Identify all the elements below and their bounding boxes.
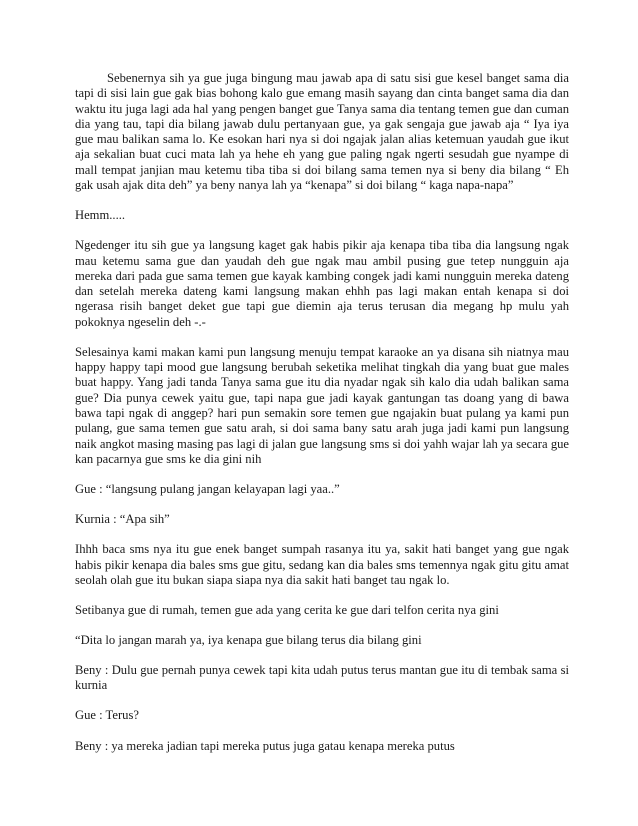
paragraph-dialog-beny-1: Beny : Dulu gue pernah punya cewek tapi kita udah putus terus mantan gue itu di tembak sama si kurnia	[75, 663, 569, 693]
paragraph-hemm: Hemm.....	[75, 208, 126, 223]
paragraph-dialog-beny-2: Beny : ya mereka jadian tapi mereka putus juga gatau kenapa mereka putus	[75, 738, 455, 753]
paragraph-ngedenger: Ngedenger itu sih gue ya langsung kaget gak habis pikir aja kenapa tiba tiba dia langsung ngak mau ketemu sama gue dan yaudah deh gue ngak mau ambil pusing gue tetep nungguin aja mereka dari pada gue sama temen gue kayak kambing congek jadi kami nungguin mereka dateng dan setelah mereka dateng kami langsung makan ehhh pas lagi makan entah kenapa si doi ngerasa risih banget deket gue tapi gue diemin aja terus terusan dia megang hp mulu yah pokoknya ngeselin deh -.-	[75, 238, 569, 329]
paragraph-dialog-gue-terus: Gue : Terus?	[75, 708, 139, 723]
paragraph-dita-quote: “Dita lo jangan marah ya, iya kenapa gue bilang terus dia bilang gini	[75, 632, 422, 647]
paragraph-setibanya: Setibanya gue di rumah, temen gue ada yang cerita ke gue dari telfon cerita nya gini	[75, 602, 499, 617]
paragraph-ihhh: Ihhh baca sms nya itu gue enek banget sumpah rasanya itu ya, sakit hati banget yang gue ngak habis pikir kenapa dia bales sms gue gitu, sedang kan dia bales sms temennya ngak gitu gitu amat seolah olah gue itu bukan siapa siapa nya dia sakit hati banget tau ngak lo.	[75, 542, 569, 587]
paragraph-selesainya: Selesainya kami makan kami pun langsung menuju tempat karaoke an ya disana sih niatnya mau happy happy tapi mood gue langsung berubah seketika melihat tingkah dia yang buat gue males buat happy. Yang jadi tanda Tanya sama gue itu dia nyadar ngak sih kalo dia udah balikan sama gue? Dia punya cewek yaitu gue, tapi napa gue jadi kayak gantungan tas doang yang di bawa bawa tapi ngak di anggep? hari pun semakin sore temen gue ngajakin buat pulang ya kami pun pulang, gue sama temen gue satu arah, si doi sama bany satu arah juga jadi kami pun langsung naik angkot masing masing pas lagi di jalan gue langsung sms si doi yahh wajar lah ya secara gue kan pacarnya gue sms ke dia gini nih	[75, 344, 569, 466]
paragraph-dialog-gue: Gue : “langsung pulang jangan kelayapan lagi yaa..”	[75, 482, 340, 497]
document-body	[75, 71, 569, 769]
paragraph-dialog-kurnia: Kurnia : “Apa sih”	[75, 512, 170, 527]
paragraph-intro: Sebenernya sih ya gue juga bingung mau jawab apa di satu sisi gue kesel banget sama dia tapi di sisi lain gue gak bias bohong kalo gue emang masih sayang dan cinta banget sama dia dan waktu itu juga lagi ada hal yang pengen banget gue Tanya sama dia tentang temen gue dan cuman dia yang tau, tapi dia bilang jawab dulu pertanyaan gue, ya gak sengaja gue jawab aja “ Iya iya gue mau balikan sama lo. Ke esokan hari nya si doi ngajak jalan alias ketemuan yaudah gue ikut aja sekalian buat cuci mata lah ya hehe eh yang gue paling ngak ngerti sesudah gue nyampe di mall tempat janjian mau ketemu tiba tiba si doi bilang sama temen nya si beny dia bilang “ Eh gak usah ajak dita deh” ya beny nanya lah ya “kenapa” si doi bilang “ kaga napa-napa”	[75, 71, 569, 193]
